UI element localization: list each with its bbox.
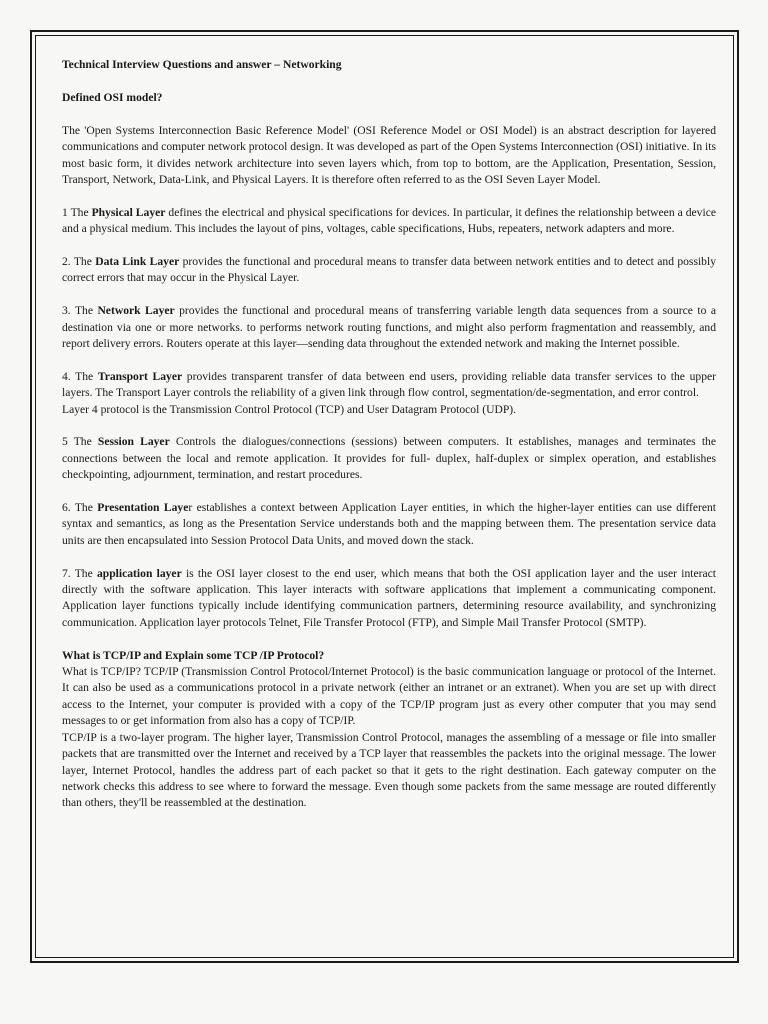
- layer-name: Physical Layer: [91, 205, 166, 219]
- layer-paragraph-transport: 4. The Transport Layer provides transparent transfer of data between end users, providing reliable data transfer services to the upper layers. The Transport Layer controls the reliability of a given link through flow control, segmentation/de-segmentation, and error control.: [62, 369, 717, 400]
- layer-name: Presentation Laye: [97, 501, 189, 515]
- layer-name: Data Link Layer: [95, 255, 180, 269]
- tcpip-paragraph-1: What is TCP/IP? TCP/IP (Transmission Control Protocol/Internet Protocol) is the basic communication language or protocol of the Internet. It can also be used as a communications protocol in a private network (either an intranet or an extranet). When you are set up with direct access to the Internet, your computer is provided with a copy of the TCP/IP program just as every other computer that you may send messages to or get information from also has a copy of TCP/IP.: [62, 665, 716, 728]
- question-heading-tcpip: What is TCP/IP and Explain some TCP /IP Protocol?: [62, 648, 325, 662]
- document-body: [62, 57, 716, 812]
- question-heading-osi: Defined OSI model?: [62, 91, 163, 104]
- layer-4-protocol-note: Layer 4 protocol is the Transmission Control Protocol (TCP) and User Datagram Protocol (UDP).: [62, 402, 517, 416]
- layer-paragraph-session: 5 The Session Layer Controls the dialogues/connections (sessions) between computers. It establishes, manages and terminates the connections between the local and remote application. It provides for full- duplex, half-duplex or simplex operation, and establishes checkpointing, adjournment, termination, and restart procedures.: [62, 435, 716, 482]
- layer-name: Transport Layer: [97, 369, 183, 383]
- layer-paragraph-presentation: 6. The Presentation Layer establishes a context between Application Layer entities, in which the higher-layer entities can use different syntax and semantics, as long as the Presentation Service understands both and the mapping between them. The presentation service data units are then encapsulated into Session Protocol Data Units, and moved down the stack.: [62, 501, 716, 547]
- layer-paragraph-data-link: 2. The Data Link Layer provides the functional and procedural means to transfer data between network entities and to detect and possibly correct errors that may occur in the Physical Layer.: [62, 255, 716, 285]
- layer-paragraph-network: 3. The Network Layer provides the functional and procedural means of transferring variable length data sequences from a source to a destination via one or more networks. to performs network routing functions, and might also perform fragmentation and reassembly, and report delivery errors. Routers operate at this layer—sending data throughout the extended network and making the Internet possible.: [62, 304, 716, 351]
- osi-intro-paragraph: The 'Open Systems Interconnection Basic Reference Model' (OSI Reference Model or OSI Model) is an abstract description for layered communications and computer network protocol design. It was developed as part of the Open Systems Interconnection (OSI) initiative. In its most basic form, it divides network architecture into seven layers which, from top to bottom, are the Application, Presentation, Session, Transport, Network, Data-Link, and Physical Layers. It is therefore often referred to as the OSI Seven Layer Model.: [62, 123, 716, 187]
- layer-name: Session Layer: [97, 435, 170, 449]
- tcpip-paragraph-2: TCP/IP is a two-layer program. The higher layer, Transmission Control Protocol, manages the assembling of a message or file into smaller packets that are transmitted over the Internet and received by a TCP layer that reassembles the packets into the original message. The lower layer, Internet Protocol, handles the address part of each packet so that it gets to the right destination. Each gateway computer on the network checks this address to see where to forward the message. Even though some packets from the same message are routed differently than others, they'll be reassembled at the destination.: [62, 730, 716, 810]
- layer-paragraph-application: 7. The application layer is the OSI layer closest to the end user, which means that both the OSI application layer and the user interact directly with the software application. This layer interacts with software applications that implement a communicating component. Application layer functions typically include identifying communication partners, determining resource availability, and synchronizing communication. Application layer protocols Telnet, File Transfer Protocol (FTP), and Simple Mail Transfer Protocol (SMTP).: [62, 566, 716, 629]
- document-title: Technical Interview Questions and answer – Networking: [62, 58, 342, 71]
- layer-name: application layer: [96, 566, 182, 580]
- layer-paragraph-physical: 1 The Physical Layer defines the electrical and physical specifications for devices. In particular, it defines the relationship between a device and a physical medium. This includes the layout of pins, voltages, cable specifications, Hubs, repeaters, network adapters and more.: [62, 205, 716, 236]
- layer-name: Network Layer: [97, 304, 175, 318]
